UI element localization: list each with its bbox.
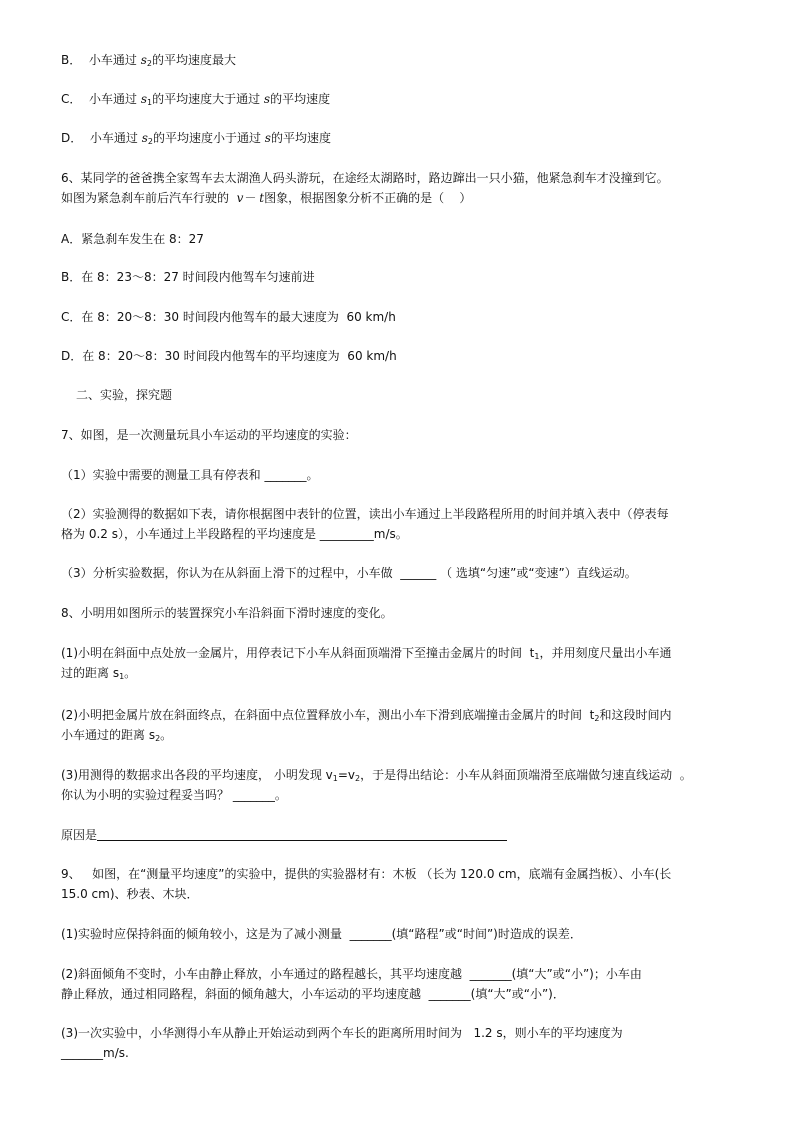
part-text: (1)小明在斜面中点处放一金属片，用停表记下小车从斜面顶端滑下至撞击金属片的时间 t <box>61 646 535 660</box>
option-text: B． 小车通过 <box>61 53 141 67</box>
q9-title-line2: 15.0 cm)、秒表、木块． <box>61 887 199 901</box>
q6-option-d: D．在 8：20～8：30 时间段内他驾车的平均速度为 60 km/h <box>61 349 397 363</box>
q6-stem-line1: 6、某同学的爸爸携全家驾车去太湖渔人码头游玩，在途经太湖路时，路边蹿出一只小猫，他紧急刹车才没撞到它。 <box>61 171 669 185</box>
q7-part1: （1）实验中需要的测量工具有停表和 _______。 <box>61 468 319 482</box>
option-text: 的平均速度大于通过 <box>152 92 264 106</box>
stem-text: 图象，根据图象分析不正确的是（ ） <box>264 191 472 205</box>
part-text: 过的距离 s <box>61 666 120 680</box>
q6-option-a: A．紧急刹车发生在 8：27 <box>61 232 204 246</box>
option-text: D． 小车通过 <box>61 131 142 145</box>
option-text: C． 小车通过 <box>61 92 141 106</box>
subscript: 1 <box>332 774 338 783</box>
q8-part1-line1 <box>61 645 671 661</box>
subscript: 1 <box>534 652 540 661</box>
subscript: 1 <box>147 98 153 107</box>
subscript: 2 <box>354 774 361 783</box>
q8-part3-line2: 你认为小明的实验过程妥当吗？ _______。 <box>61 788 287 802</box>
variable: v－ t <box>236 191 265 205</box>
subscript: 2 <box>594 714 600 723</box>
q8-part2-line2 <box>61 727 172 743</box>
q8-reason-line <box>61 827 507 843</box>
stem-text: 如图为紧急刹车前后汽车行驶的 <box>61 191 237 205</box>
part-text: 小车通过的距离 s <box>61 728 156 742</box>
q6-stem-line2 <box>61 190 471 206</box>
option-text: 的平均速度最大 <box>151 53 236 67</box>
variable: s <box>140 53 147 67</box>
q9-part2-line2: 静止释放，通过相同路程，斜面的倾角越大，小车运动的平均速度越 _______(填“大”或“小”)． <box>61 987 565 1001</box>
q7-part2-line1: （2）实验测得的数据如下表，请你根据图中表针的位置，读出小车通过上半段路程所用的时间并填入表中（停表每 <box>61 507 669 521</box>
option-text: 的平均速度小于通过 <box>152 131 265 145</box>
option-text: 的平均速度 <box>270 131 331 145</box>
subscript: 2 <box>155 734 161 743</box>
q6-option-c: C．在 8：20～8：30 时间段内他驾车的最大速度为 60 km/h <box>61 310 396 324</box>
subscript: 2 <box>146 59 152 68</box>
q5-option-b <box>61 52 236 68</box>
part-text: ，并用刻度尺量出小车通 <box>539 646 672 660</box>
q9-title-line1: 9、 如图，在“测量平均速度”的实验中，提供的实验器材有：木板 （长为 120.0 cm，底端有金属挡板）、小车(长 <box>61 867 672 881</box>
part-text: 和这段时间内 <box>599 708 672 722</box>
q8-part3-line1 <box>61 767 692 783</box>
part-text: (2)小明把金属片放在斜面终点，在斜面中点位置释放小车，测出小车下滑到底端撞击金属片的时间 t <box>61 708 595 722</box>
q5-option-d <box>61 130 331 146</box>
q9-part3-line1: (3)一次实验中，小华测得小车从静止开始运动到两个车长的距离所用时间为 1.2 s，则小车的平均速度为 <box>61 1026 623 1040</box>
section-heading: 二、实验，探究题 <box>76 388 173 402</box>
q8-title: 8、小明用如图所示的装置探究小车沿斜面下滑时速度的变化。 <box>61 606 393 620</box>
q7-title: 7、如图，是一次测量玩具小车运动的平均速度的实验： <box>61 428 357 442</box>
option-text: 的平均速度 <box>270 92 331 106</box>
variable: s <box>140 92 147 106</box>
subscript: 1 <box>119 672 125 681</box>
q6-option-b: B．在 8：23～8：27 时间段内他驾车匀速前进 <box>61 270 315 284</box>
part-text: =v <box>337 768 355 782</box>
q9-part1: (1)实验时应保持斜面的倾角较小，这是为了减小测量 _______(填“路程”或“时间”)时造成的误差． <box>61 927 582 941</box>
part-text: (3)用测得的数据求出各段的平均速度， 小明发现 v <box>61 768 333 782</box>
q8-part1-line2 <box>61 665 136 681</box>
q5-option-c <box>61 91 330 107</box>
part-text: ，于是得出结论：小车从斜面顶端滑至底端做匀速直线运动 。 <box>360 768 692 782</box>
answer-blank <box>97 828 507 841</box>
q8-part2-line1 <box>61 707 671 723</box>
q7-part2-line2: 格为 0.2 s），小车通过上半段路程的平均速度是 _________m/s。 <box>61 527 408 541</box>
subscript: 2 <box>147 137 153 146</box>
part-text: 。 <box>160 728 173 742</box>
q9-part3-line2: _______m/s. <box>61 1046 129 1060</box>
q7-part3: （3）分析实验数据，你认为在从斜面上滑下的过程中，小车做 ______ （ 选填“匀速”或“变速”）直线运动。 <box>61 566 637 580</box>
variable: s <box>264 131 271 145</box>
q9-part2-line1: (2)斜面倾角不变时，小车由静止释放，小车通过的路程越长，其平均速度越 _______(填“大”或“小”)；小车由 <box>61 967 642 981</box>
variable: s <box>141 131 148 145</box>
variable: s <box>263 92 271 106</box>
part-text: 。 <box>124 666 137 680</box>
reason-label: 原因是 <box>61 828 98 842</box>
